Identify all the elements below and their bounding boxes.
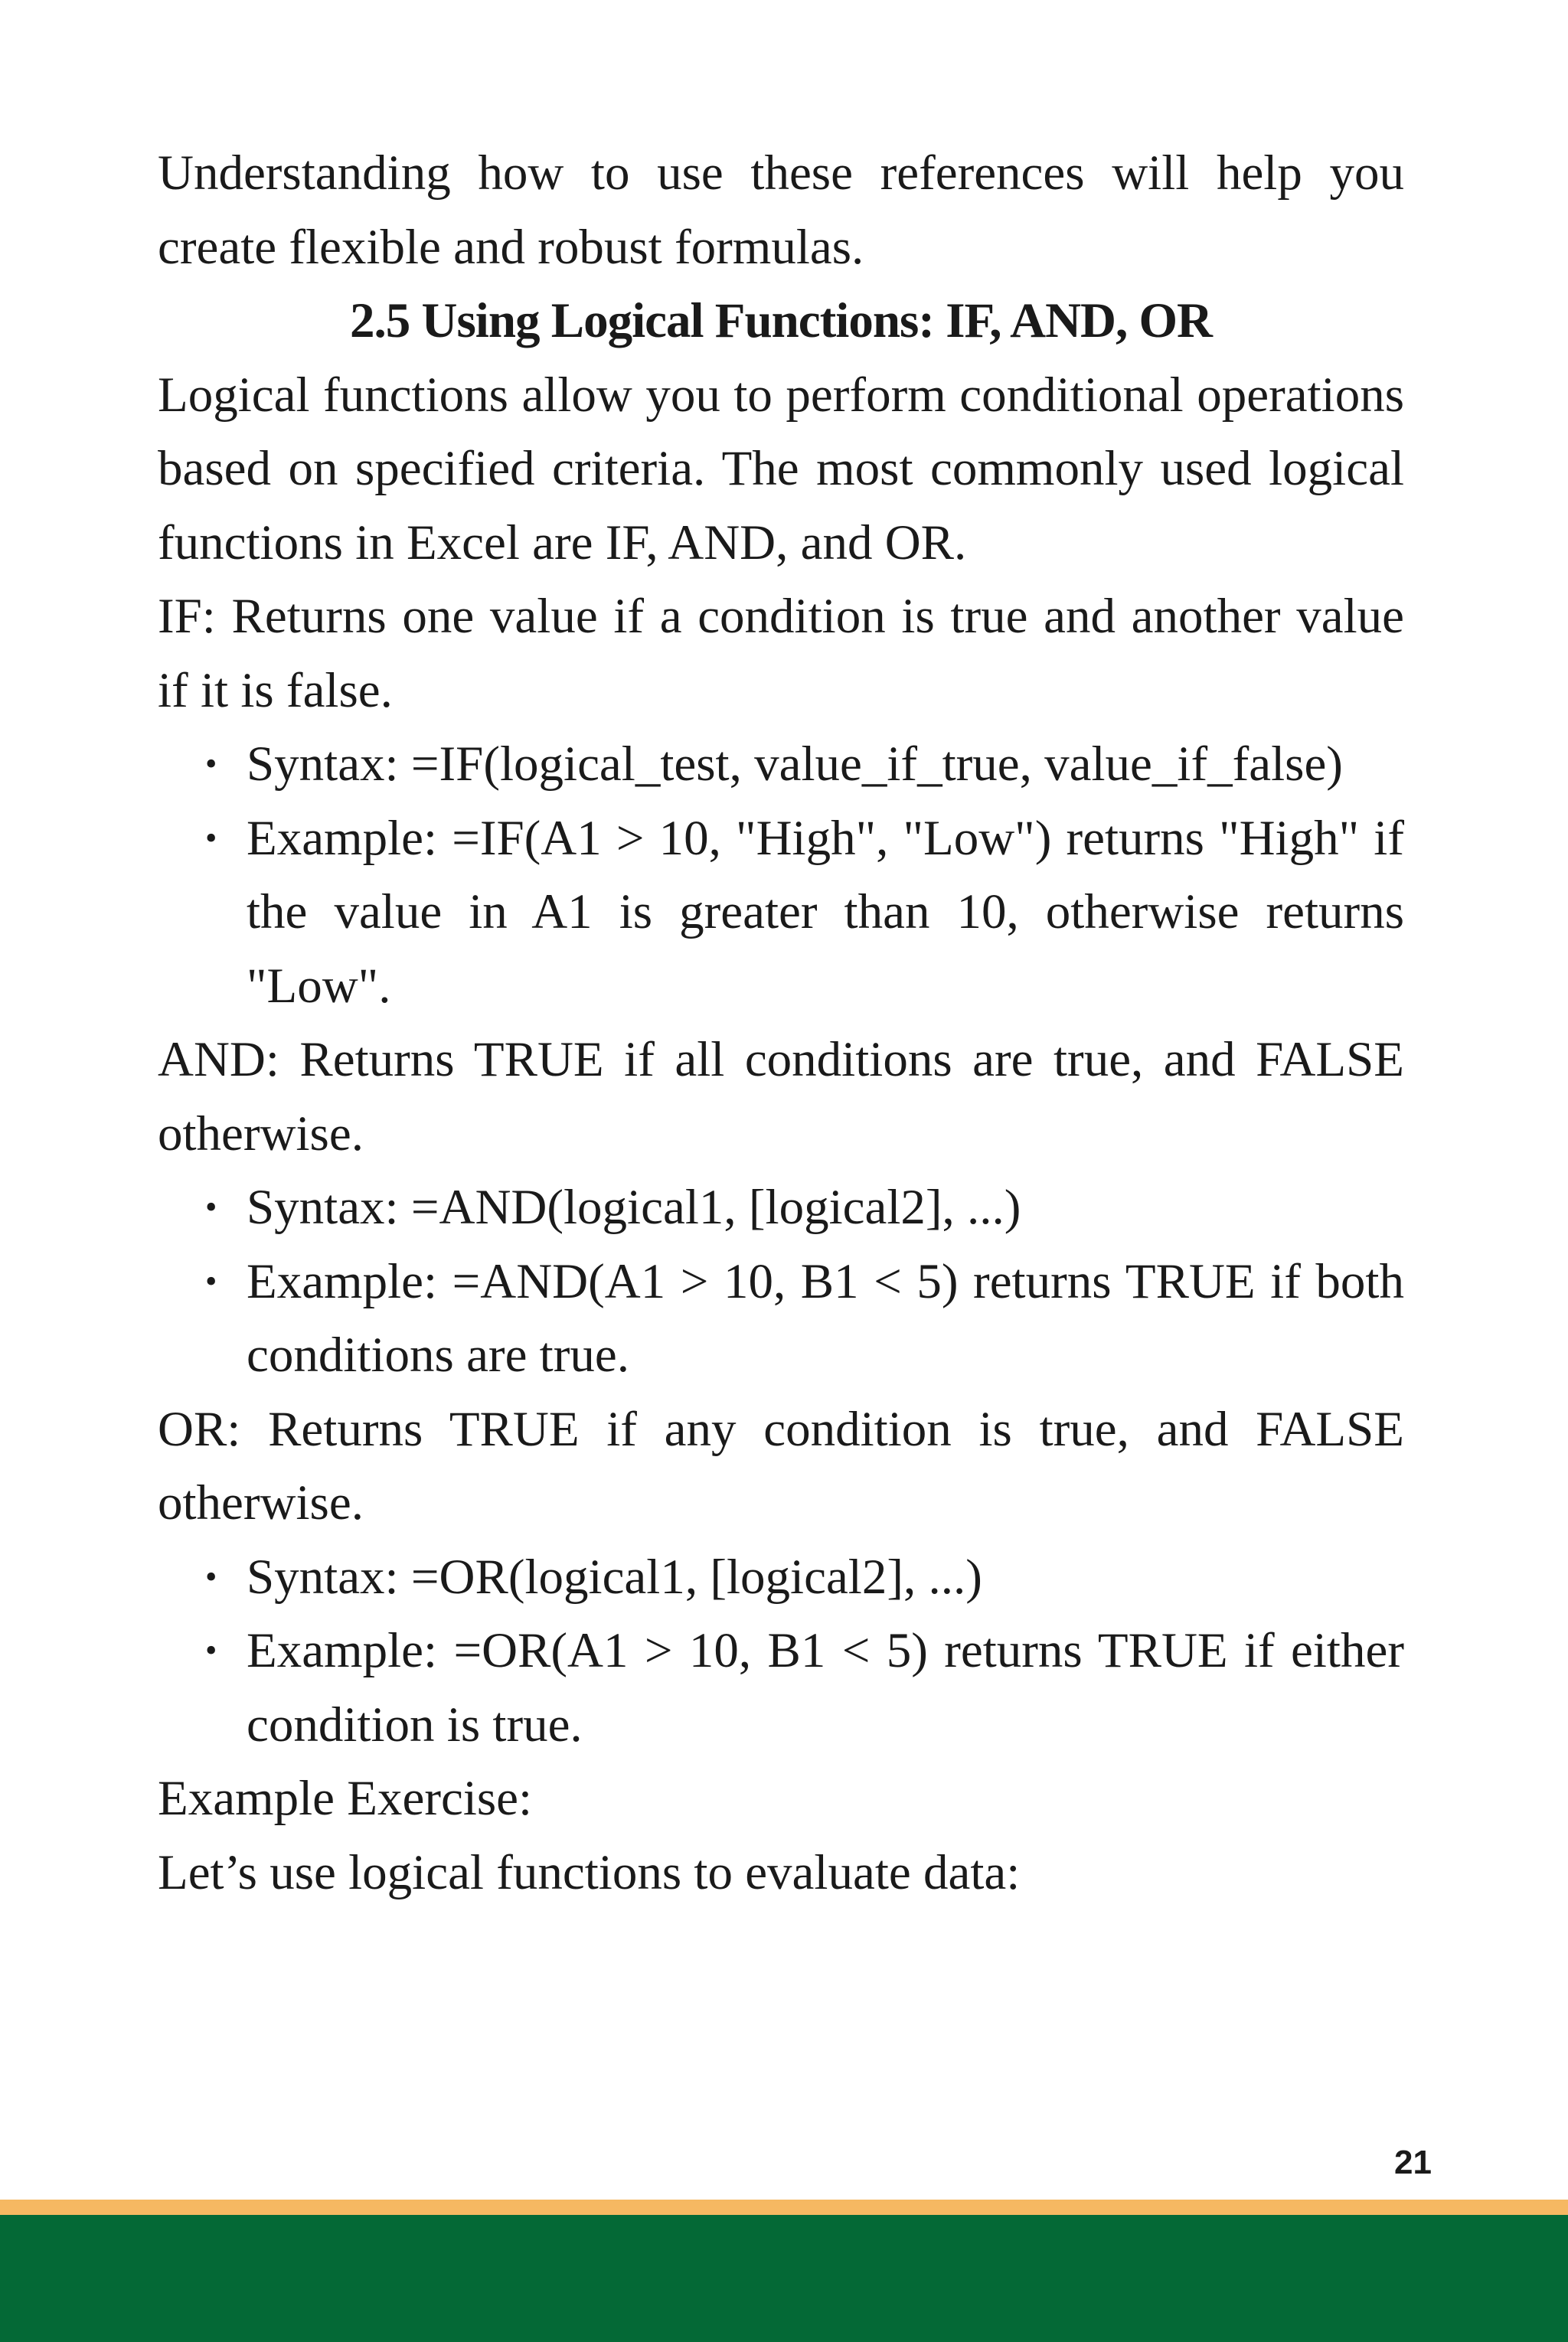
or-syntax-item [158,1540,1404,1615]
and-syntax-item [158,1171,1404,1245]
intro-paragraph: Understanding how to use these references will help you create flexible and robust formulas. [158,145,1404,275]
footer-accent-stripe [0,2200,1568,2215]
or-syntax-text: Syntax: =OR(logical1, [logical2], ...) [247,1549,982,1605]
section-intro-paragraph: Logical functions allow you to perform conditional operations based on specified criteria. The most commonly used logical functions in Excel are IF, AND, and OR. [158,367,1404,570]
if-example-text: Example: =IF(A1 > 10, "High", "Low") returns "High" if the value in A1 is greater than 10, otherwise returns "Low". [247,810,1404,1014]
exercise-text: Let’s use logical functions to evaluate data: [158,1844,1021,1900]
if-syntax-text: Syntax: =IF(logical_test, value_if_true, value_if_false) [247,737,1343,792]
if-description: IF: Returns one value if a condition is true and another value if it is false. [158,589,1404,718]
and-example-text: Example: =AND(A1 > 10, B1 < 5) returns TRUE if both conditions are true. [247,1253,1404,1383]
if-bullet-list [158,727,1404,1023]
page-number: 21 [1394,2144,1432,2181]
or-description: OR: Returns TRUE if any condition is true, and FALSE otherwise. [158,1401,1404,1530]
bullet-icon: • [205,745,217,782]
or-example-item [158,1614,1404,1762]
and-syntax-text: Syntax: =AND(logical1, [logical2], ...) [247,1180,1021,1235]
exercise-label: Example Exercise: [158,1771,533,1826]
bullet-icon: • [205,818,217,857]
and-bullet-list [158,1171,1404,1393]
bullet-icon: • [205,1262,217,1300]
if-example-item [158,802,1404,1024]
if-syntax-item [158,727,1404,802]
section-heading: 2.5 Using Logical Functions: IF, AND, OR [350,293,1212,348]
bullet-icon: • [205,1632,217,1669]
and-description: AND: Returns TRUE if all conditions are true, and FALSE otherwise. [158,1032,1404,1161]
or-example-text: Example: =OR(A1 > 10, B1 < 5) returns TRUE if either condition is true. [247,1623,1404,1752]
or-bullet-list [158,1540,1404,1762]
bullet-icon: • [205,1557,217,1596]
bullet-icon: • [205,1188,217,1226]
footer-band [0,2215,1568,2342]
and-example-item [158,1245,1404,1393]
page-content [158,136,1404,1909]
